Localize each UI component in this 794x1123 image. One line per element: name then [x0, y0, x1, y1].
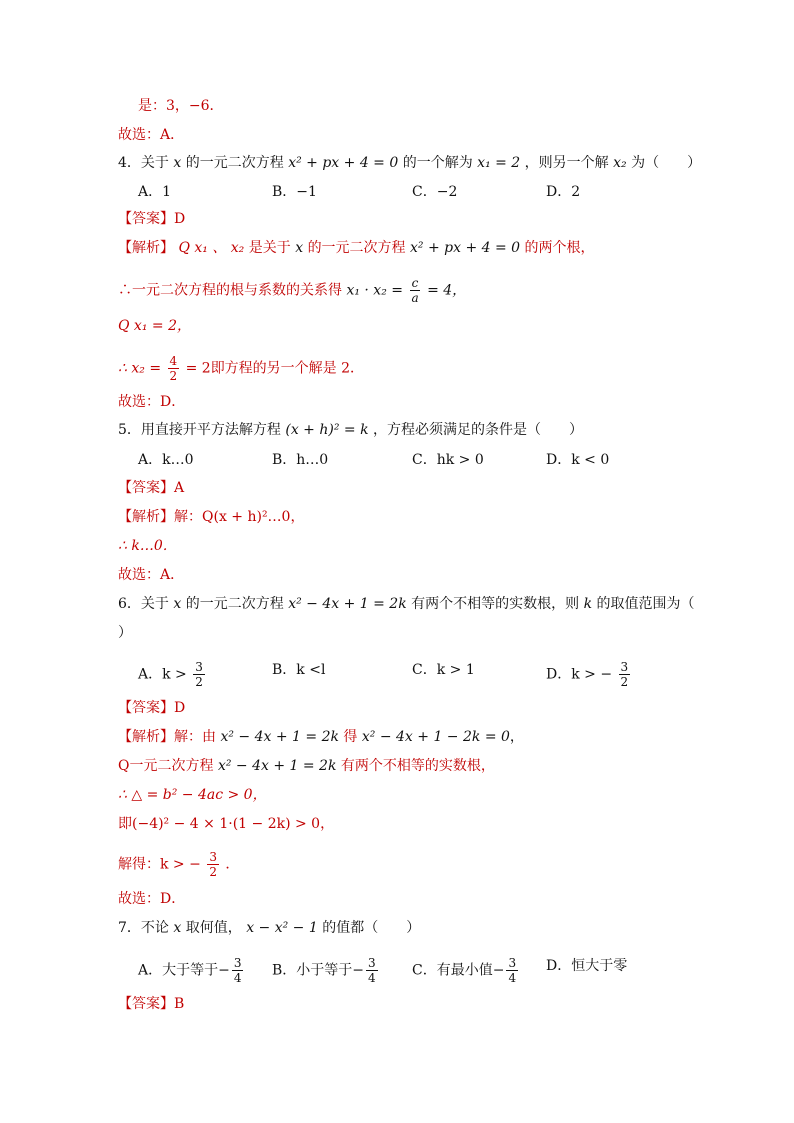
explanation-text: ， — [509, 729, 524, 745]
q7-expression: x − x² − 1 — [246, 920, 318, 936]
variable-k: k — [583, 596, 593, 612]
option-text: D．2 — [546, 184, 581, 200]
option-text: B．−1 — [272, 184, 317, 200]
q4-stem-part: ，则另一个解 — [524, 155, 609, 171]
explanation-math: 即(−4)² − 4 × 1·(1 − 2k) > 0， — [118, 816, 335, 832]
continued-answer-text — [138, 96, 224, 116]
fraction-numerator: 3 — [195, 660, 203, 674]
explanation-text: Q一元二次方程 — [118, 758, 214, 774]
explanation-math: Q x₁ = 2， — [118, 318, 191, 334]
explanation-math: = 2 — [185, 360, 211, 377]
fraction-numerator: 3 — [620, 660, 629, 674]
fraction-numerator: 4 — [169, 354, 178, 368]
explanation-math: x² − 4x + 1 = 2k — [220, 729, 339, 745]
q6-stem-part: 的取值范围为（ — [596, 596, 695, 612]
answer-text: 【答案】A — [118, 480, 185, 496]
q4-stem-part: 为（ ） — [631, 155, 702, 171]
answer-text: 【答案】D — [118, 700, 186, 716]
q7-stem — [118, 918, 420, 938]
fraction-denominator: a — [411, 291, 419, 305]
q7-answer — [118, 994, 184, 1014]
option-text: B．k <l — [272, 662, 326, 678]
answer-text: 【答案】B — [118, 996, 185, 1012]
q7-option-a — [138, 956, 245, 985]
option-text: B．小于等于− — [272, 962, 365, 979]
option-text: A．1 — [138, 184, 172, 200]
q6-option-d — [546, 660, 632, 689]
q6-option-b — [272, 660, 325, 680]
q7-stem-part: 7．不论 — [118, 920, 169, 936]
option-text: D．k < 0 — [546, 452, 610, 468]
q6-explanation-3 — [118, 785, 267, 805]
q4-answer — [118, 209, 185, 229]
q6-stem-part: 6．关于 — [118, 596, 169, 612]
q7-stem-part: 取何值， — [185, 920, 242, 936]
q4-option-d — [546, 182, 580, 202]
option-text: B．h…0 — [272, 452, 329, 468]
fraction-denominator: 4 — [233, 971, 242, 985]
q5-option-c — [412, 450, 484, 470]
explanation-text: 的两个根， — [524, 240, 595, 256]
q4-explanation-3 — [118, 316, 191, 336]
explanation-text: 是关于 — [248, 240, 291, 256]
variable-x: x — [173, 920, 182, 936]
fraction-denominator: 4 — [508, 971, 517, 985]
variable-x: x — [295, 240, 304, 256]
fraction-denominator: 2 — [169, 369, 178, 383]
option-text: C．有最小值− — [412, 962, 505, 979]
q6-explanation-4 — [118, 814, 334, 834]
q6-stem-part: 的一元二次方程 — [185, 596, 284, 612]
variable-x: x — [173, 155, 182, 171]
explanation-math: Q x₁ 、 x₂ — [178, 240, 245, 256]
fraction-3-over-4 — [506, 956, 518, 985]
fraction-denominator: 4 — [368, 971, 376, 985]
q5-explanation-2 — [118, 536, 177, 556]
q5-explanation-1 — [118, 507, 304, 527]
q6-stem — [118, 594, 695, 614]
option-text: A．k…0 — [138, 452, 194, 468]
fraction-numerator: 3 — [368, 956, 376, 970]
final-choice-text: 故选：A． — [118, 567, 185, 583]
explanation-math: ∴ k…0． — [118, 538, 177, 554]
q6-equation: x² − 4x + 1 = 2k — [288, 596, 407, 612]
q7-option-b — [272, 956, 380, 985]
fraction-numerator: 3 — [508, 956, 517, 970]
q5-option-a — [138, 450, 194, 470]
final-choice-text: 故选：A． — [118, 127, 185, 143]
explanation-math: x² − 4x + 1 = 2k — [217, 758, 337, 774]
option-text: C．hk > 0 — [412, 452, 484, 468]
q4-root-x1: x₁ = 2 — [477, 155, 521, 171]
fraction-3-over-2 — [619, 660, 631, 689]
fraction-4-over-2 — [168, 354, 180, 383]
explanation-math: ∴ x₂ = — [118, 360, 162, 377]
q7-option-c — [412, 956, 520, 985]
q4-explanation-1 — [118, 238, 595, 258]
q4-stem-part: 的一个解为 — [402, 155, 473, 171]
q6-stem-wrap — [118, 623, 132, 643]
explanation-text: ∴一元二次方程的根与系数的关系得 — [118, 282, 342, 299]
explanation-math: ∴ △ = b² − 4ac > 0， — [118, 787, 267, 803]
q5-final-choice — [118, 565, 184, 585]
fraction-numerator: 3 — [209, 850, 217, 864]
explanation-tag: 【解析】 — [118, 729, 174, 745]
q5-option-d — [546, 450, 609, 470]
fraction-3-over-4 — [366, 956, 378, 985]
final-choice-text: 故选：D． — [118, 394, 186, 410]
q6-option-c — [412, 660, 475, 680]
q6-answer — [118, 698, 185, 718]
variable-x: x — [173, 596, 182, 612]
explanation-math: 解得：k > − — [118, 856, 201, 873]
q6-stem-part: 有两个不相等的实数根，则 — [411, 596, 580, 612]
fraction-3-over-2 — [207, 850, 219, 879]
fraction-c-over-a — [409, 276, 420, 305]
q4-equation: x² + px + 4 = 0 — [288, 155, 399, 171]
fraction-denominator: 2 — [620, 675, 629, 689]
q4-explanation-4 — [118, 354, 364, 383]
q4-option-b — [272, 182, 317, 202]
q4-option-c — [412, 182, 457, 202]
fraction-numerator: c — [411, 276, 419, 290]
explanation-text: 得 — [343, 729, 358, 745]
q4-stem — [118, 153, 701, 173]
explanation-math: x² − 4x + 1 − 2k = 0 — [361, 729, 510, 745]
q6-explanation-5 — [118, 850, 239, 879]
explanation-tag: 【解析】 — [118, 240, 174, 256]
q4-equation: x² + px + 4 = 0 — [410, 240, 521, 256]
explanation-text: 解：由 — [174, 729, 216, 745]
q3-final-choice — [118, 125, 184, 145]
q5-option-b — [272, 450, 328, 470]
fraction-3-over-4 — [232, 956, 244, 985]
q5-answer — [118, 478, 184, 498]
option-text: D．恒大于零 — [546, 958, 628, 974]
q4-stem-part: 4．关于 — [118, 155, 169, 171]
q6-explanation-1 — [118, 727, 524, 747]
q6-explanation-2 — [118, 756, 495, 776]
option-text: D．k > − — [546, 666, 613, 683]
explanation-math: = 4， — [427, 282, 467, 299]
q4-explanation-2 — [118, 276, 466, 305]
q5-stem-part: ，方程必须满足的条件是（ ） — [373, 422, 584, 438]
explanation-tag: 【解析】 — [118, 509, 174, 525]
q6-stem-part: ） — [118, 625, 132, 641]
q6-final-choice — [118, 889, 185, 909]
fraction-denominator: 2 — [195, 675, 203, 689]
explanation-text: 解：Q(x + h)²…0， — [174, 509, 305, 525]
option-text: A．k > — [138, 666, 187, 683]
fraction-numerator: 3 — [233, 956, 242, 970]
q4-option-a — [138, 182, 171, 202]
q7-stem-part: 的值都（ ） — [322, 920, 421, 936]
explanation-text: 的一元二次方程 — [307, 240, 406, 256]
option-text: A．大于等于− — [138, 962, 230, 979]
q7-option-d — [546, 956, 627, 976]
option-text: C．−2 — [412, 184, 458, 200]
q4-final-choice — [118, 392, 185, 412]
q5-stem — [118, 420, 583, 440]
answer-values: 是：3，−6． — [138, 98, 224, 114]
explanation-text: 有两个不相等的实数根， — [340, 758, 495, 774]
answer-text: 【答案】D — [118, 211, 186, 227]
q5-equation: (x + h)² = k — [285, 422, 369, 438]
q5-stem-part: 5．用直接开平方法解方程 — [118, 422, 281, 438]
explanation-text: 即方程的另一个解是 2． — [210, 360, 365, 377]
q6-option-a — [138, 660, 207, 689]
q4-stem-part: 的一元二次方程 — [185, 155, 284, 171]
q4-root-x2: x₂ — [613, 155, 627, 171]
fraction-denominator: 2 — [209, 865, 217, 879]
fraction-3-over-2 — [193, 660, 205, 689]
explanation-math: x₁ · x₂ = — [346, 282, 403, 299]
explanation-text: ． — [225, 856, 240, 873]
final-choice-text: 故选：D． — [118, 891, 186, 907]
option-text: C．k > 1 — [412, 662, 475, 678]
